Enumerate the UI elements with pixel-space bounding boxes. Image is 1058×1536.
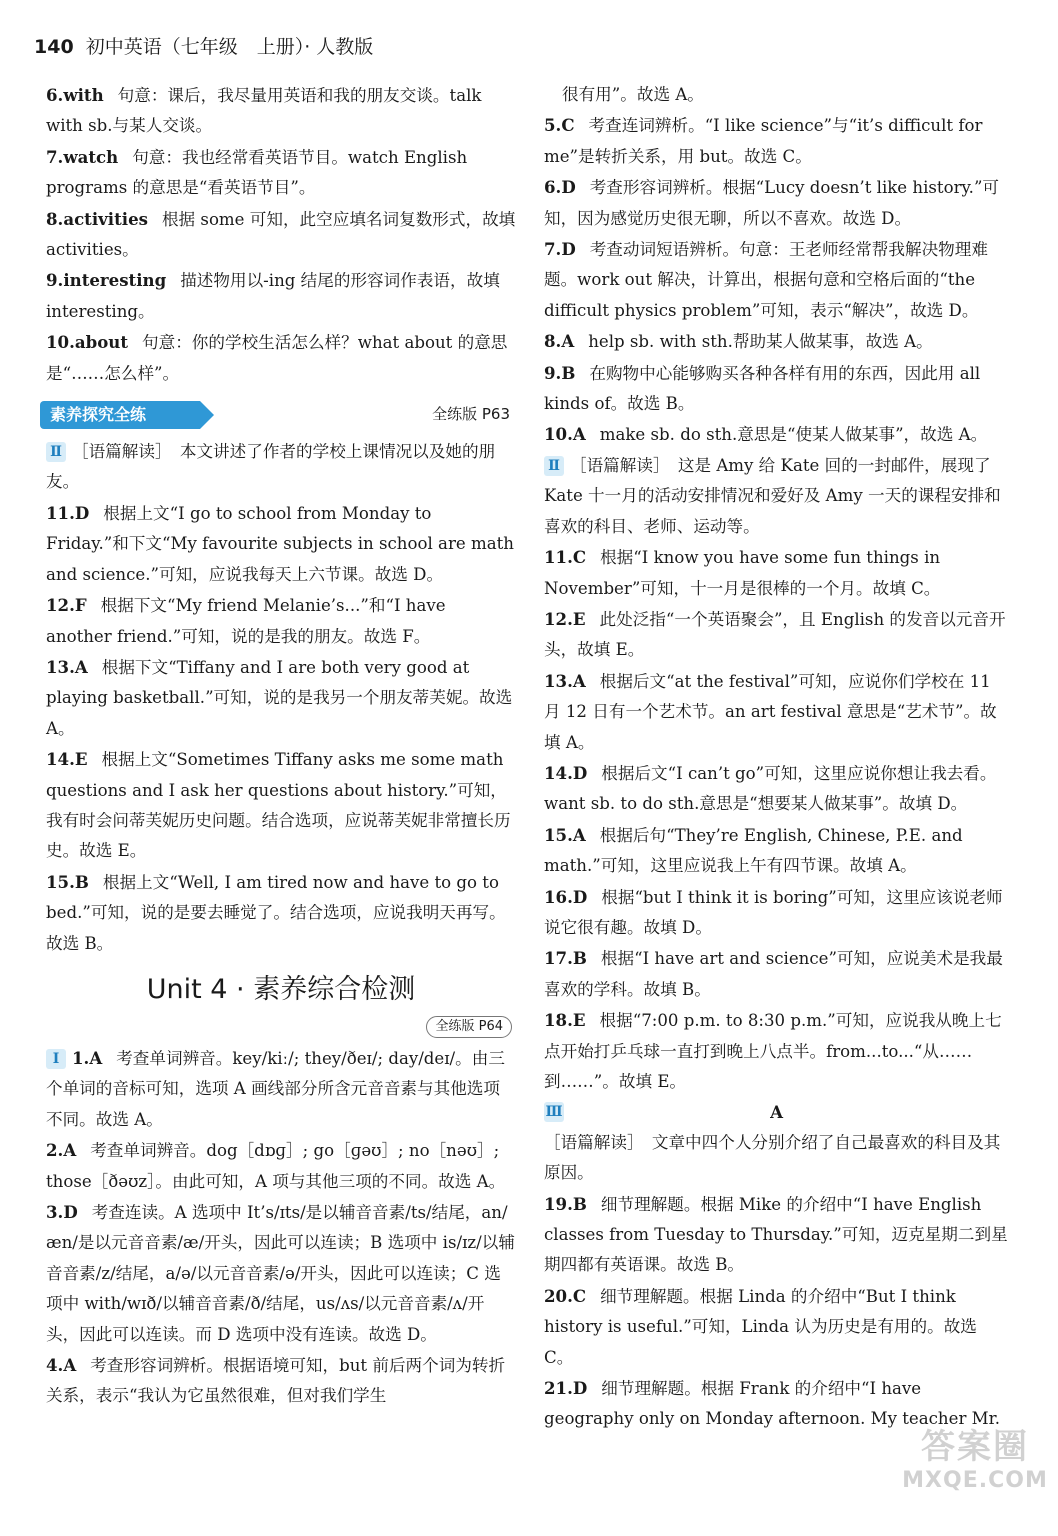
answer-key: F	[74, 595, 87, 616]
answer-entry	[46, 1135, 516, 1197]
right-column	[544, 80, 1009, 1435]
passage2-intro	[544, 451, 1009, 542]
answer-key: D	[561, 177, 576, 198]
answer-entry	[46, 652, 516, 744]
answer-entry	[544, 234, 1009, 326]
answer-entry	[46, 1043, 516, 1135]
page-header	[34, 32, 373, 72]
answer-key: B	[74, 871, 89, 892]
question-number: 1.	[72, 1047, 90, 1068]
book-title: 初中英语（七年级 上册）· 人教版	[85, 36, 374, 58]
answer-key: D	[572, 886, 588, 907]
answer-key: A	[74, 656, 88, 677]
answer-entry	[544, 1005, 1009, 1097]
left-top-entries	[46, 80, 516, 389]
roman-numeral: Ⅱ	[46, 442, 66, 462]
explanation-text: 根据后句“They’re English, Chinese, P.E. and math.”可知，这里应说我上午有四节课。故填 A。	[544, 825, 963, 876]
answer-entry	[544, 1281, 1009, 1373]
question-number: 18.	[544, 1010, 573, 1031]
left-column	[46, 80, 516, 1412]
explanation-text: 根据上文“Sometimes Tiffany asks me some math questions and I ask her questions about history.”可知，我有时会问蒂芙妮历史问题。结合选项，应说蒂芙妮非常擅长历史。故选 E。	[46, 750, 511, 861]
answer-entry	[544, 820, 1009, 882]
question-number: 11.	[544, 547, 573, 568]
section-3-heading	[544, 1097, 1009, 1127]
explanation-text: 根据“7:00 p.m. to 8:30 p.m.”可知，应说我从晚上七点开始打乒乓球一直打到晚上八点半。from...to...“从……到……”。故填 E。	[544, 1011, 1002, 1091]
answer-entry	[544, 326, 1009, 357]
answer-entry	[544, 419, 1009, 450]
explanation-text: 根据 some 可知，此空应填名词复数形式，故填 activities。	[46, 209, 516, 260]
explanation-text: 根据“I have art and science”可知，应说美术是我最喜欢的学科。故填 B。	[544, 949, 1003, 999]
explanation-text: 在购物中心能够购买各种各样有用的东西，因此用 all kinds of。故选 B。	[544, 363, 981, 414]
answer-entry	[544, 882, 1009, 944]
question-number: 5.	[544, 115, 562, 136]
question-number: 10.	[544, 424, 573, 445]
section-banner	[46, 395, 516, 435]
question-number: 16.	[544, 886, 573, 907]
question-number: 20.	[544, 1285, 573, 1306]
answer-key: about	[74, 332, 129, 353]
explanation-text: 根据“but I think it is boring”可知，这里应该说老师说它很有趣。故填 D。	[544, 887, 1003, 937]
question-number: 12.	[46, 595, 75, 616]
explanation-text: 细节理解题。根据 Linda 的介绍中“But I think history is useful.”可知，Linda 认为历史是有用的。故选 C。	[544, 1286, 977, 1367]
explanation-text: 此处泛指“一个英语聚会”，且 English 的发音以元音开头，故填 E。	[544, 609, 1006, 660]
question-number: 8.	[46, 208, 64, 229]
answer-entry	[46, 327, 516, 389]
answer-entry	[46, 744, 516, 867]
answer-entry	[544, 542, 1009, 604]
roman-numeral: Ⅱ	[544, 456, 564, 476]
question-number: 12.	[544, 608, 573, 629]
answer-entry	[46, 80, 516, 142]
question-number: 21.	[544, 1378, 573, 1399]
section-3-label: A	[770, 1102, 783, 1123]
watermark-bottom: MXQE.COM	[902, 1468, 1048, 1493]
answer-key: A	[63, 1355, 77, 1376]
banner-label: 素养探究全练	[40, 401, 200, 429]
answer-entry	[46, 867, 516, 959]
answer-key: E	[572, 1010, 586, 1031]
explanation-text: 根据上文“I go to school from Monday to Friday.”和下文“My favourite subjects in school are math and science.”可知，应说我每天上六节课。故选 D。	[46, 503, 514, 584]
question-number: 7.	[544, 239, 562, 260]
answer-key: interesting	[63, 270, 167, 291]
answer-key: A	[572, 424, 586, 445]
answer-entry	[544, 758, 1009, 820]
explanation-text: 根据“I know you have some fun things in November”可知，十一月是很棒的一个月。故填 C。	[544, 548, 941, 598]
unit-page-ref: 全练版 P64	[426, 1016, 512, 1038]
answer-key: C	[561, 115, 575, 136]
question-number: 7.	[46, 146, 64, 167]
explanation-text: 根据下文“Tiffany and I are both very good at playing basketball.”可知，说的是我另一个朋友蒂芙妮。故选 A。	[46, 657, 513, 738]
explanation-text: 考查连读。A 选项中 It’s/ɪts/是以辅音音素/ts/结尾，an/æn/是以元音音素/æ/开头，因此可以连读；B 选项中 is/ɪz/以辅音音素/z/结尾，a/ə/以元音音素/ə/开头，因此可以连读；C 选项中 with/wɪð/以辅音音素/ð/结尾，us/ʌs/以元音音素/ʌ/开头，因此可以连读。而 D 选项中没有连读。故选 D。	[46, 1203, 515, 1344]
question-number: 6.	[46, 85, 64, 105]
question-number: 2.	[46, 1140, 64, 1161]
explanation-text: 句意：我也经常看英语节目。watch English programs 的意思是“看英语节目”。	[46, 147, 468, 198]
unit-title: Unit 4 · 素养综合检测	[146, 973, 416, 1005]
roman-numeral: Ⅲ	[545, 1104, 563, 1121]
answer-key: D	[74, 502, 90, 523]
question-number: 9.	[544, 362, 562, 383]
explanation-text: 考查连词辨析。“I like science”与“it’s difficult for me”是转折关系，用 but。故选 C。	[544, 116, 983, 166]
answer-entry	[46, 1197, 516, 1350]
answer-key: E	[74, 749, 88, 770]
right-entries-c	[544, 1189, 1009, 1435]
question-number: 13.	[544, 670, 573, 691]
answer-entry	[46, 1350, 516, 1412]
answer-entry	[46, 498, 516, 590]
question-number: 13.	[46, 656, 75, 677]
explanation-text: 根据后文“at the festival”可知，应说你们学校在 11 月 12 日有一个艺术节。an art festival 意思是“艺术节”。故填 A。	[544, 671, 997, 752]
answer-entry	[544, 943, 1009, 1005]
banner-page-ref: 全练版 P63	[432, 405, 510, 424]
question-number: 9.	[46, 270, 64, 291]
answer-key: A	[572, 824, 586, 845]
question-number: 14.	[46, 749, 75, 770]
explanation-text: 考查形容词辨析。根据“Lucy doesn’t like history.”可知，因为感觉历史很无聊，所以不喜欢。故选 D。	[544, 178, 1000, 228]
right-entries-b	[544, 542, 1009, 1097]
answer-entry	[46, 590, 516, 652]
left-passage-entries	[46, 498, 516, 959]
question-number: 8.	[544, 331, 562, 352]
explanation-text: 考查形容词辨析。根据语境可知，but 前后两个词为转折关系，表示“我认为它虽然很难，但对我们学生	[46, 1356, 506, 1406]
question-number: 4.	[46, 1355, 64, 1376]
explanation-text: 细节理解题。根据 Mike 的介绍中“I have English classes from Tuesday to Thursday.”可知，迈克星期二到星期四都有英语课。故选 B。	[544, 1194, 1008, 1275]
answer-key: A	[572, 670, 586, 691]
passage-intro-text: ［语篇解读］ 本文讲述了作者的学校上课情况以及她的朋友。	[46, 442, 496, 492]
answer-entry	[544, 604, 1009, 666]
explanation-text: 句意：你的学校生活怎么样？what about 的意思是“……怎么样”。	[46, 333, 508, 383]
answer-key: B	[561, 362, 576, 383]
explanation-text: 考查单词辨音。key/kiː/; they/ðeɪ/; day/deɪ/。由三个单词的音标可知，选项 A 画线部分所含元音音素与其他选项不同。故选 A。	[46, 1048, 505, 1129]
question-number: 3.	[46, 1202, 64, 1222]
answer-entry	[544, 1189, 1009, 1281]
answer-entry	[544, 358, 1009, 420]
explanation-text: 细节理解题。根据 Frank 的介绍中“I have geography only on Monday afternoon. My teacher Mr.	[544, 1379, 1001, 1429]
answer-key: C	[572, 547, 587, 568]
answer-entry	[46, 265, 516, 327]
question-number: 19.	[544, 1193, 573, 1214]
answer-entry	[46, 204, 516, 266]
explanation-text: 根据后文“I can’t go”可知，这里应说你想让我去看。want sb. to do sth.意思是“想要某人做某事”。故填 D。	[544, 763, 997, 814]
question-number: 15.	[46, 871, 75, 892]
passage-intro	[46, 437, 516, 498]
roman-numeral: Ⅰ	[46, 1049, 66, 1069]
watermark-top: 答案圈	[921, 1427, 1029, 1467]
answer-key: C	[572, 1285, 587, 1306]
question-number: 15.	[544, 824, 573, 845]
section-3-intro: ［语篇解读］ 文章中四个人分别介绍了自己最喜欢的科目及其原因。	[544, 1132, 1001, 1183]
explanation-text: 根据下文“My friend Melanie’s...”和“I have another friend.”可知，说的是我的朋友。故选 F。	[46, 596, 446, 646]
answer-key: activities	[63, 208, 148, 229]
answer-key: D	[63, 1202, 78, 1222]
answer-key: A	[561, 331, 575, 352]
right-entries-a	[544, 110, 1009, 450]
answer-key: B	[572, 1193, 587, 1214]
question-number: 11.	[46, 502, 75, 523]
answer-key: A	[89, 1047, 103, 1068]
question-number: 17.	[544, 948, 573, 969]
answer-key: E	[572, 608, 586, 629]
answer-key: watch	[63, 146, 119, 167]
explanation-text: help sb. with sth.帮助某人做某事，故选 A。	[588, 332, 933, 352]
explanation-text: 句意：课后，我尽量用英语和我的朋友交谈。talk with sb.与某人交谈。	[46, 86, 482, 136]
answer-entry	[544, 172, 1009, 234]
left-unit-entries	[46, 1043, 516, 1412]
continuation-text: 很有用”。故选 A。	[562, 85, 704, 104]
explanation-text: 根据上文“Well, I am tired now and have to go to bed.”可知，说的是要去睡觉了。结合选项，应说我明天再写。故选 B。	[46, 872, 506, 953]
unit-ref-row	[46, 1015, 516, 1041]
passage2-intro-text: ［语篇解读］ 这是 Amy 给 Kate 回的一封邮件，展现了 Kate 十一月的活动安排情况和爱好及 Amy 一天的课程安排和喜欢的科目、老师、运动等。	[544, 455, 1001, 536]
page-number: 140	[34, 36, 74, 58]
explanation-text: 考查动词短语辨析。句意：王老师经常帮我解决物理难题。work out 解决，计算出，根据句意和空格后面的“the difficult physics problem”可知，表示“解决”，故选 D。	[544, 240, 988, 320]
watermark-logo	[900, 1426, 1050, 1506]
question-number: 14.	[544, 762, 573, 783]
answer-entry	[544, 666, 1009, 758]
answer-key: B	[572, 948, 587, 969]
answer-key: D	[572, 762, 588, 783]
answer-key: D	[572, 1378, 588, 1399]
explanation-text: 考查单词辨音。dog［dɒɡ］; go［ɡəʊ］; no［nəʊ］; those［ðəʊz］。由此可知，A 项与其他三项的不同。故选 A。	[46, 1141, 506, 1191]
question-number: 10.	[46, 332, 75, 353]
answer-key: D	[561, 239, 576, 260]
answer-entry	[46, 142, 516, 204]
explanation-text: 描述物用以-ing 结尾的形容词作表语，故填 interesting。	[46, 271, 500, 321]
answer-entry	[544, 110, 1009, 172]
answer-key: A	[63, 1140, 77, 1161]
answer-key: with	[63, 85, 104, 105]
explanation-text: make sb. do sth.意思是“使某人做某事”，故选 A。	[599, 425, 988, 445]
question-number: 6.	[544, 177, 562, 198]
